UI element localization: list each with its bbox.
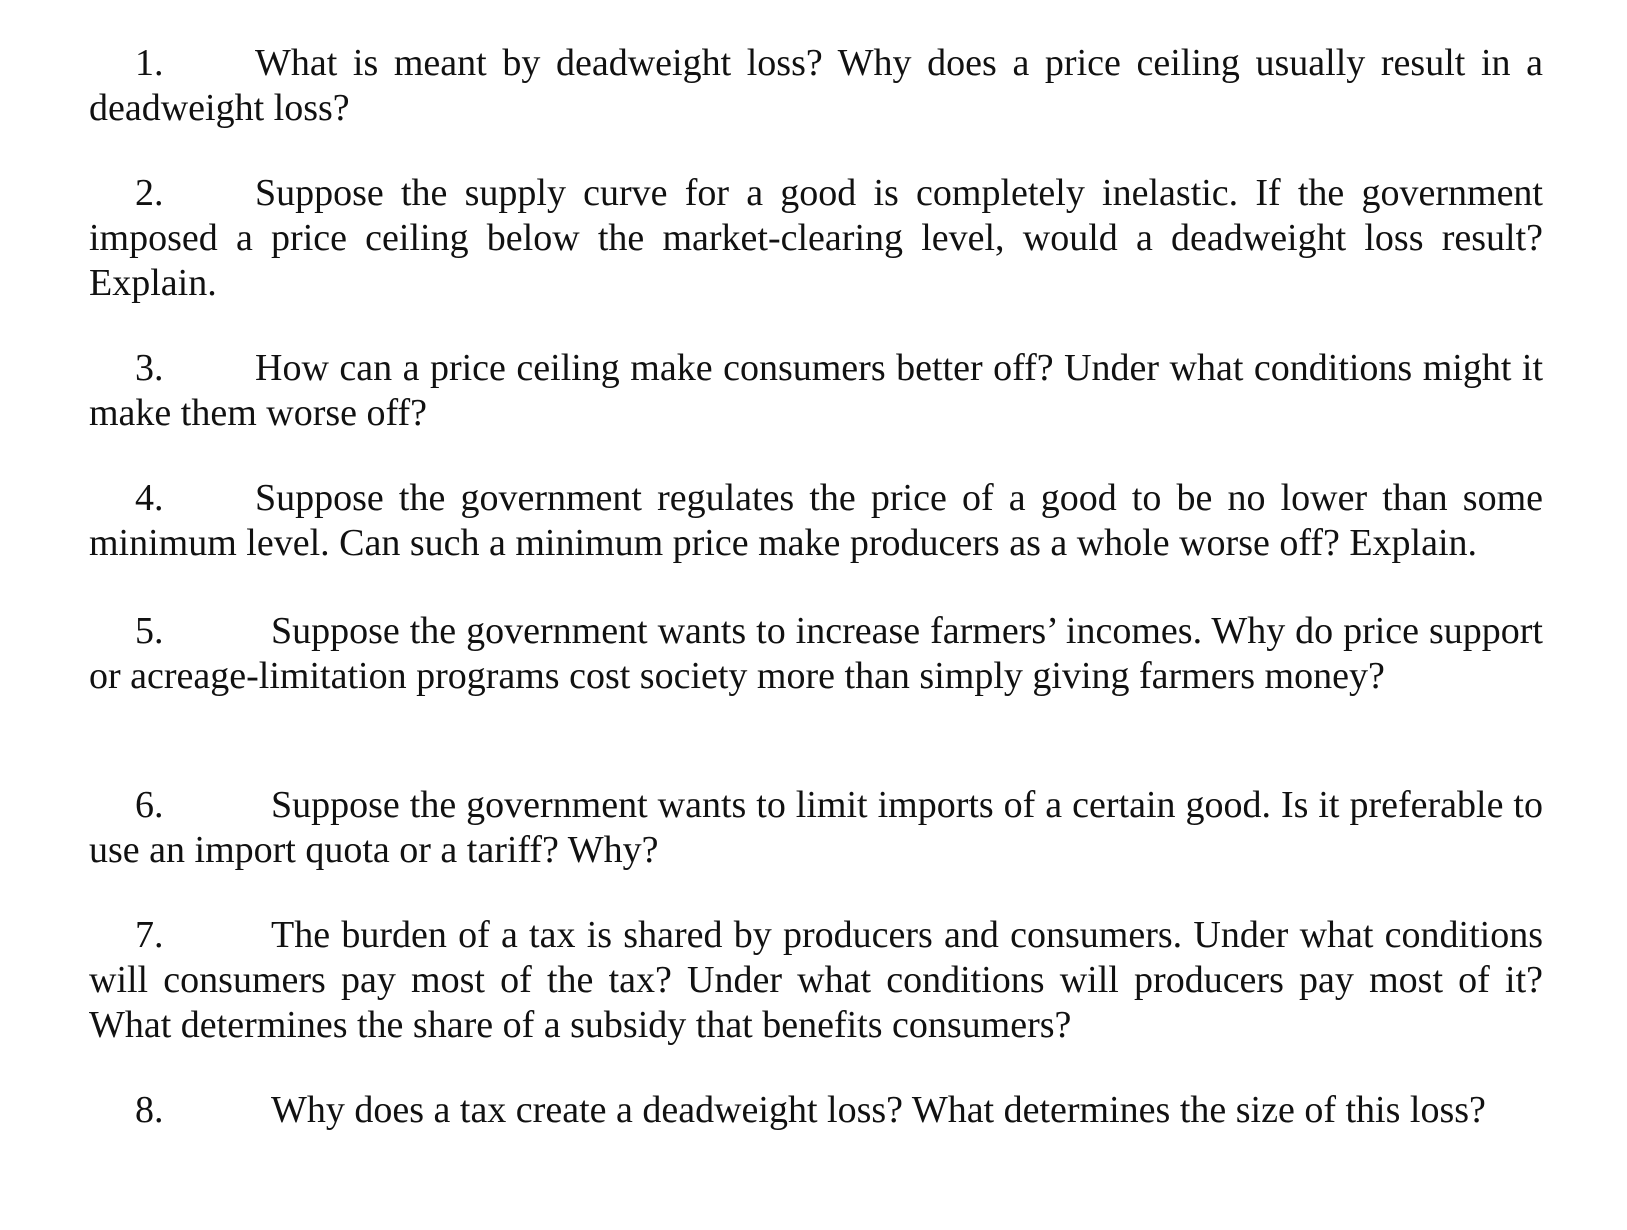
question-2: [89, 171, 1543, 306]
question-6: [89, 783, 1543, 873]
question-number: 3.: [135, 347, 164, 389]
question-text: Suppose the government wants to increase farmers’ incomes. Why do price support or acreage-limitation programs cost society more than simply giving farmers money?: [89, 610, 1543, 697]
question-7: [89, 913, 1543, 1048]
question-number: 4.: [135, 477, 164, 519]
question-text: Suppose the supply curve for a good is completely inelastic. If the government imposed a price ceiling below the market-clearing level, would a deadweight loss result? Explain.: [89, 172, 1543, 304]
question-text: What is meant by deadweight loss? Why does a price ceiling usually result in a deadweight loss?: [89, 42, 1543, 129]
question-3: [89, 346, 1543, 436]
question-text: Suppose the government wants to limit imports of a certain good. Is it preferable to use an import quota or a tariff? Why?: [89, 784, 1543, 871]
question-text: Why does a tax create a deadweight loss? What determines the size of this loss?: [271, 1089, 1486, 1131]
question-number: 5.: [135, 610, 164, 652]
question-number: 8.: [135, 1089, 164, 1131]
question-text: Suppose the government regulates the price of a good to be no lower than some minimum level. Can such a minimum price make producers as a whole worse off? Explain.: [89, 477, 1543, 564]
question-text: The burden of a tax is shared by producers and consumers. Under what conditions will consumers pay most of the tax? Under what conditions will producers pay most of it? What determines the share of a subsidy that benefits consumers?: [89, 914, 1543, 1046]
question-text: How can a price ceiling make consumers better off? Under what conditions might it make them worse off?: [89, 347, 1543, 434]
question-1: [89, 41, 1543, 131]
question-number: 6.: [135, 784, 164, 826]
question-5: [89, 609, 1543, 699]
question-number: 2.: [135, 172, 164, 214]
question-number: 7.: [135, 914, 164, 956]
question-number: 1.: [135, 42, 164, 84]
question-4: [89, 476, 1543, 566]
question-8: [89, 1088, 1543, 1133]
